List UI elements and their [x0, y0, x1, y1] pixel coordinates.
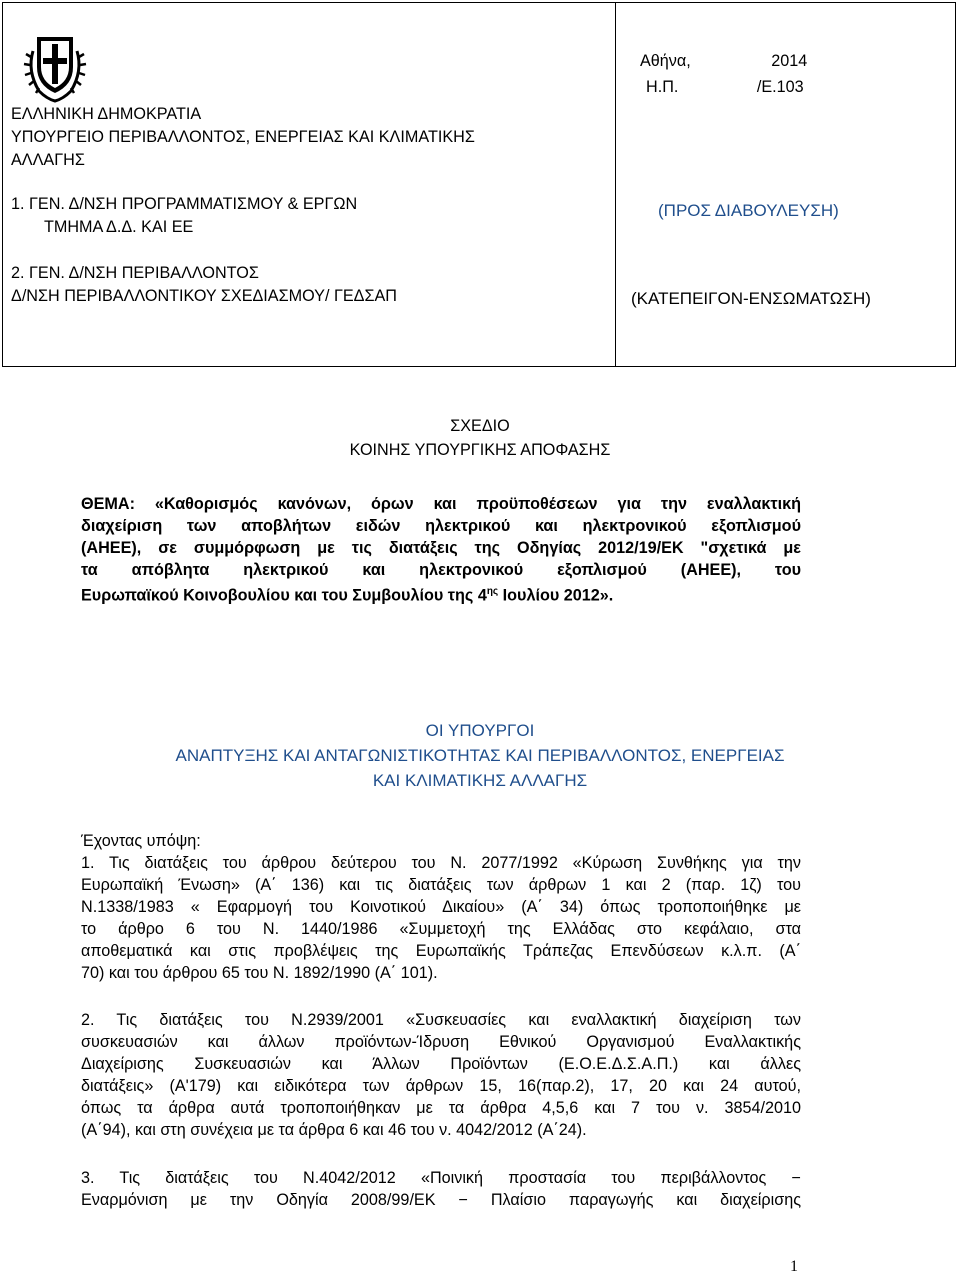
paragraph-line: 70) και του άρθρου 65 του Ν. 1892/1990 (Α΄ 101). — [81, 964, 438, 982]
directorate-2: 2. ΓΕΝ. Δ/ΝΣΗ ΠΕΡΙΒΑΛΛΟΝΤΟΣ — [11, 264, 259, 282]
city-date: Αθήνα, — [640, 52, 691, 70]
consultation-status: (ΠΡΟΣ ΔΙΑΒΟΥΛΕΥΣΗ) — [658, 201, 839, 220]
paragraph-line: Ν.1338/1983 « Εφαρμογή του Κοινοτικού Δικαίου» (Α΄ 34) όπως τροποποιήθηκε με — [81, 898, 801, 916]
year: 2014 — [771, 52, 808, 70]
paragraph-line: Εναρμόνιση με την Οδηγία 2008/99/ΕΚ − Πλαίσιο παραγωγής και διαχείρισης — [81, 1191, 801, 1209]
paragraph-line: όπως τα άρθρα αυτά τροποποιήθηκαν με τα άρθρα 4,5,6 και 7 του ν. 3854/2010 — [81, 1099, 801, 1117]
subject-line: διαχείριση των αποβλήτων ειδών ηλεκτρικού και ηλεκτρονικού εξοπλισμού — [81, 517, 801, 535]
subject-line: ΘΕΜΑ: «Καθορισμός κανόνων, όρων και προϋποθέσεων για την εναλλακτική — [81, 495, 801, 513]
country-name: ΕΛΛΗΝΙΚΗ ΔΗΜΟΚΡΑΤΙΑ — [11, 105, 202, 123]
ministry-name: ΥΠΟΥΡΓΕΙΟ ΠΕΡΙΒΑΛΛΟΝΤΟΣ, ΕΝΕΡΓΕΙΑΣ ΚΑΙ ΚΛΙΜΑΤΙΚΗΣ — [11, 128, 475, 146]
ministry-name-cont: ΑΛΛΑΓΗΣ — [11, 151, 85, 169]
paragraph-line: 3. Τις διατάξεις του Ν.4042/2012 «Ποινική προστασία του περιβάλλοντος − — [81, 1169, 801, 1187]
paragraph-line: Διαχείρισης Συσκευασιών και Άλλων Προϊόντων (Ε.Ο.Ε.Δ.Σ.Α.Π.) και άλλες — [81, 1055, 801, 1073]
draft-label: ΣΧΕΔΙΟ — [450, 417, 510, 435]
subject-text: Ευρωπαϊκού Κοινοβουλίου και του Συμβουλίου της 4 — [81, 586, 487, 605]
letterhead-box — [2, 2, 956, 367]
subject-text: Ιουλίου 2012». — [498, 586, 614, 605]
reference-number: /Ε.103 — [756, 78, 804, 96]
paragraph-line: αποθεματικά και στις προβλέψεις της Ευρωπαϊκής Τράπεζας Επενδύσεων κ.λ.π. (Α΄ — [81, 942, 801, 960]
subject-line: (ΑΗΕΕ), σε συμμόρφωση με τις διατάξεις της Οδηγίας 2012/19/ΕΚ "σχετικά με — [81, 539, 801, 557]
paragraph-line: διατάξεις» (Α'179) και ειδικότερα των άρθρων 15, 16(παρ.2), 17, 20 και 24 αυτού, — [81, 1077, 801, 1095]
consideration-3 — [81, 1167, 801, 1211]
urgency-status: (ΚΑΤΕΠΕΙΓΟΝ-ΕΝΣΩΜΑΤΩΣΗ) — [631, 289, 871, 308]
subject-line-last — [81, 581, 801, 606]
department-1: ΤΜΗΜΑ Δ.Δ. ΚΑΙ ΕΕ — [44, 218, 194, 236]
document-title — [0, 414, 960, 462]
date-reference — [640, 48, 807, 100]
issuing-authority — [11, 103, 475, 308]
subject-line: τα απόβλητα ηλεκτρικού και ηλεκτρονικού εξοπλισμού (ΑΗΕΕ), του — [81, 561, 801, 579]
reference-prefix: Η.Π. — [646, 78, 679, 96]
department-2: Δ/ΝΣΗ ΠΕΡΙΒΑΛΛΟΝΤΙΚΟΥ ΣΧΕΔΙΑΣΜΟΥ/ ΓΕΔΣΑΠ — [11, 287, 397, 305]
subject-block — [81, 493, 801, 606]
paragraph-line: (Α΄94), και στη συνέχεια με τα άρθρα 6 και 46 του ν. 4042/2012 (Α΄24). — [81, 1121, 587, 1139]
decision-type: ΚΟΙΝΗΣ ΥΠΟΥΡΓΙΚΗΣ ΑΠΟΦΑΣΗΣ — [349, 441, 611, 459]
paragraph-line: Ευρωπαϊκή Ένωση» (Α΄ 136) και τις διατάξεις των άρθρων 1 και 2 (παρ. 1ζ) του — [81, 876, 801, 894]
ministers-portfolio-cont: ΚΑΙ ΚΛΙΜΑΤΙΚΗΣ ΑΛΛΑΓΗΣ — [372, 771, 588, 790]
ministers-title: ΟΙ ΥΠΟΥΡΓΟΙ — [425, 721, 535, 740]
ordinal-superscript: ης — [486, 586, 499, 597]
paragraph-line: 1. Τις διατάξεις του άρθρου δεύτερου του Ν. 2077/1992 «Κύρωση Συνθήκης για την — [81, 854, 801, 872]
consideration-2 — [81, 1009, 801, 1141]
paragraph-line: το άρθρο 6 του Ν. 1440/1986 «Συμμετοχή της Ελλάδας στο κεφάλαιο, στα — [81, 920, 801, 938]
page-number: 1 — [790, 1258, 798, 1275]
letterhead-divider — [615, 3, 616, 366]
greek-coat-of-arms-emblem — [23, 31, 87, 103]
directorate-1: 1. ΓΕΝ. Δ/ΝΣΗ ΠΡΟΓΡΑΜΜΑΤΙΣΜΟΥ & ΕΡΓΩΝ — [11, 195, 358, 213]
ministers-heading — [0, 718, 960, 793]
considerations-intro: Έχοντας υπόψη: — [81, 832, 201, 850]
ministers-portfolio: ΑΝΑΠΤΥΞΗΣ ΚΑΙ ΑΝΤΑΓΩΝΙΣΤΙΚΟΤΗΤΑΣ ΚΑΙ ΠΕΡΙΒΑΛΛΟΝΤΟΣ, ΕΝΕΡΓΕΙΑΣ — [175, 746, 785, 765]
consideration-1 — [81, 852, 801, 984]
paragraph-line: συσκευασιών και άλλων προϊόντων-Ίδρυση Εθνικού Οργανισμού Εναλλακτικής — [81, 1033, 801, 1051]
paragraph-line: 2. Τις διατάξεις του Ν.2939/2001 «Συσκευασίες και εναλλακτική διαχείριση των — [81, 1011, 801, 1029]
